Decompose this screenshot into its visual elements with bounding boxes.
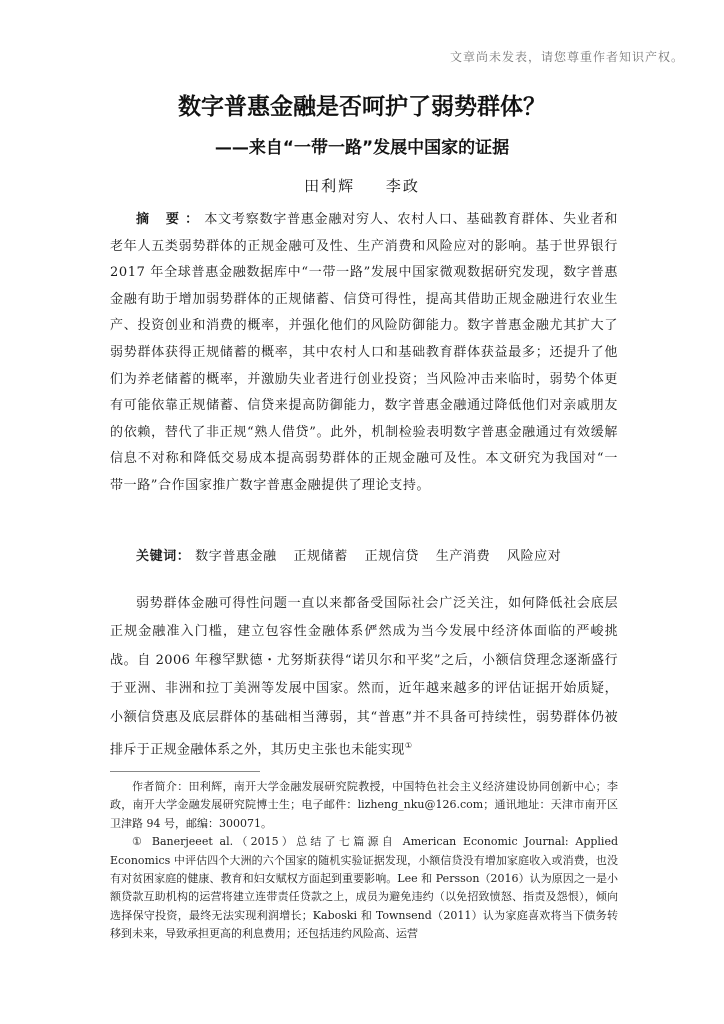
copyright-notice: 文章尚未发表，请您尊重作者知识产权。	[449, 50, 684, 64]
abstract-text: 本文考察数字普惠金融对穷人、农村人口、基础教育群体、失业者和老年人五类弱势群体的正规金融可及性、生产消费和风险应对的影响。基于世界银行 2017 年全球普惠金融数据库中“一带一路”发展中国家微观数据研究发现，数字普惠金融有助于增加弱势群体的正规储蓄、信贷可得性，提高其借助正规金融进行农业生产、投资创业和消费的概率，并强化他们的风险防御能力。数字普惠金融尤其扩大了弱势群体获得正规储蓄的概率，其中农村人口和基础教育群体获益最多；还提升了他们为养老储蓄的概率，并激励失业者进行创业投资；当风险冲击来临时，弱势个体更有可能依靠正规储蓄、信贷来提高防御能力，数字普惠金融通过降低他们对亲戚朋友的依赖，替代了非正规“熟人借贷”。此外，机制检验表明数字普惠金融通过有效缓解信息不对称和降低交易成本提高弱势群体的正规金融可及性。本文研究为我国对“一带一路”合作国家推广数字普惠金融提供了理论支持。	[110, 212, 618, 493]
author-list	[0, 175, 724, 196]
footnote-1: ① Banerjeeet al.（2015）总结了七篇源自 American Economic Journal: Applied Economics 中评估四个大洲的六个国家的随机实验证据发现，小额信贷没有增加家庭收入或消费，也没有对贫困家庭的健康、教育和妇女赋权方面起到重要影响。Lee 和 Persson（2016）认为原因之一是小额贷款互助机构的运营将建立连带责任贷款之上，成员为避免违约（以免招致愤怒、指责及怨恨），倾向选择保守投资，最终无法实现利润增长；Kaboski 和 Townsend（2011）认为家庭喜欢将当下债务转移到未来，导致承担更高的利息费用；还包括违约风险高、运营	[110, 835, 618, 941]
abstract	[110, 207, 618, 500]
author-name: 田利辉	[304, 177, 356, 195]
body-text: 弱势群体金融可得性问题一直以来都备受国际社会广泛关注，如何降低社会底层正规金融准入门槛，建立包容性金融体系俨然成为当今发展中经济体面临的严峻挑战。自 2006 年穆罕默德・尤努斯获得“诺贝尔和平奖”之后，小额信贷理念逐渐盛行于亚洲、非洲和拉丁美洲等发展中国家。然而，近年越来越多的评估证据开始质疑，小额信贷惠及底层群体的基础相当薄弱，其“普惠”并不具备可持续性，弱势群体仍被排斥于正规金融体系之外，其历史主张也未能实现	[110, 596, 618, 758]
body-paragraph	[110, 590, 618, 765]
abstract-label: 摘 要：	[136, 212, 205, 227]
paper-subtitle: ——来自“一带一路”发展中国家的证据	[214, 138, 510, 158]
author-name: 李政	[385, 177, 420, 195]
footnote-marker: ①	[404, 741, 413, 751]
keywords-label: 关键词：	[136, 549, 191, 564]
keyword: 风险应对	[506, 549, 562, 564]
keyword: 正规储蓄	[293, 549, 348, 564]
keyword: 正规信贷	[364, 549, 420, 564]
paper-title: 数字普惠金融是否呵护了弱势群体？	[178, 94, 546, 120]
keyword: 生产消费	[435, 549, 491, 564]
keyword: 数字普惠金融	[195, 549, 277, 564]
author-info-footnote: 作者简介：田利辉，南开大学金融发展研究院教授，中国特色社会主义经济建设协同创新中心；李政，南开大学金融发展研究院博士生；电子邮件：lizheng_nku@126.com；通讯地址：天津市南开区卫津路 94 号，邮编：300071。	[110, 780, 618, 830]
keywords	[136, 546, 616, 568]
footnotes	[110, 778, 618, 944]
footnote-divider	[110, 771, 260, 772]
